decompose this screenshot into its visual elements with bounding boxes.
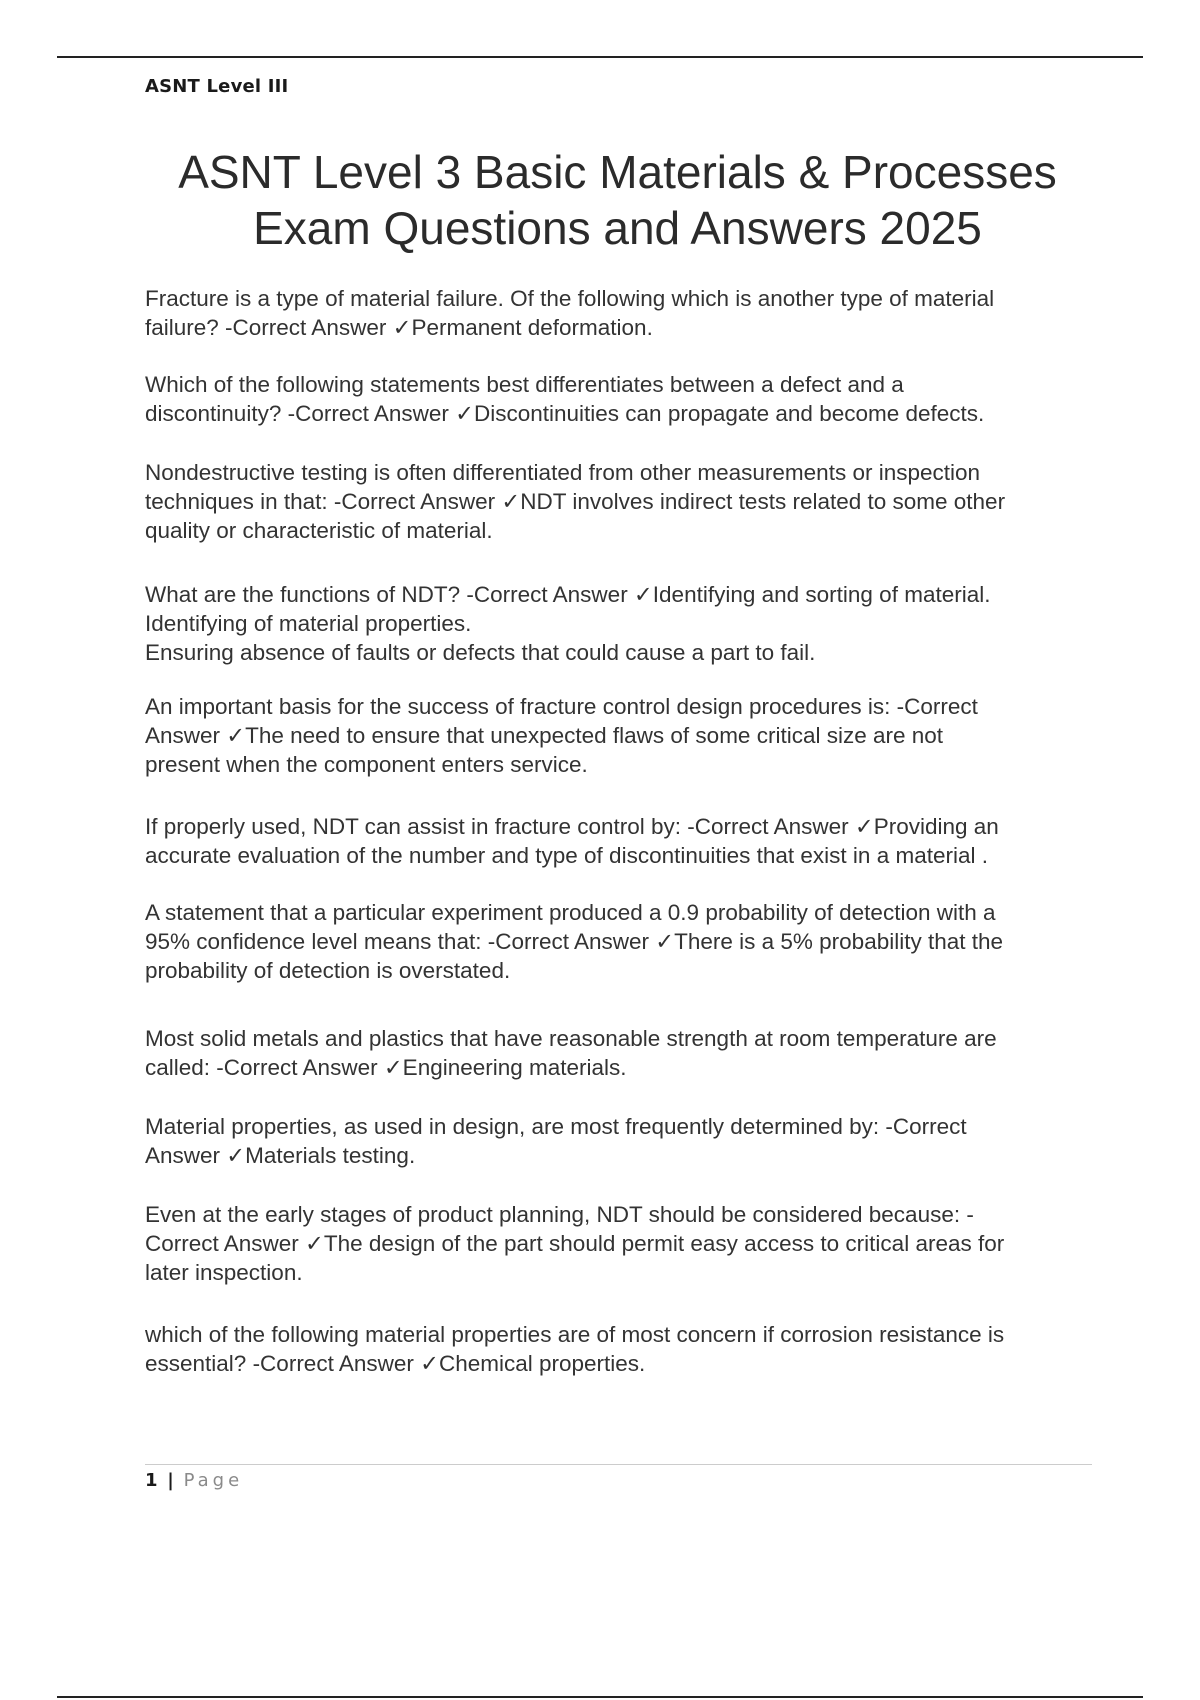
qa-item-5: An important basis for the success of fracture control design procedures is: -Correct Answer ✓The need to ensure that unexpected flaws of some critical size are not present when the component enters service. bbox=[145, 694, 978, 777]
bottom-rule bbox=[57, 1696, 1143, 1698]
page-label: Page bbox=[183, 1470, 244, 1491]
page-footer bbox=[145, 1470, 243, 1491]
header-rule bbox=[57, 56, 1143, 58]
qa-item-2: Which of the following statements best differentiates between a defect and a discontinuity? -Correct Answer ✓Discontinuities can propagate and become defects. bbox=[145, 372, 985, 426]
document-title bbox=[120, 144, 1115, 256]
document-title-line-2: Exam Questions and Answers 2025 bbox=[253, 202, 982, 254]
document-title-line-1: ASNT Level 3 Basic Materials & Processes bbox=[178, 146, 1057, 198]
qa-item-6: If properly used, NDT can assist in fracture control by: -Correct Answer ✓Providing an accurate evaluation of the number and type of discontinuities that exist in a material . bbox=[145, 814, 999, 868]
qa-item-3: Nondestructive testing is often differentiated from other measurements or inspection techniques in that: -Correct Answer ✓NDT involves indirect tests related to some other quality or characteristic of material. bbox=[145, 460, 1006, 543]
page-number: 1 bbox=[145, 1470, 158, 1491]
qa-item-8: Most solid metals and plastics that have reasonable strength at room temperature are called: -Correct Answer ✓Engineering materials. bbox=[145, 1026, 997, 1080]
qa-item-4: What are the functions of NDT? -Correct Answer ✓Identifying and sorting of material. Identifying of material properties. Ensuring absence of faults or defects that could cause a part to fail. bbox=[145, 582, 991, 665]
running-header: ASNT Level III bbox=[145, 76, 289, 97]
page-separator: | bbox=[167, 1470, 174, 1491]
qa-item-1: Fracture is a type of material failure. Of the following which is another type of material failure? -Correct Answer ✓Permanent deformation. bbox=[145, 286, 995, 340]
qa-item-11: which of the following material properties are of most concern if corrosion resistance is essential? -Correct Answer ✓Chemical properties. bbox=[145, 1322, 1005, 1376]
qa-item-7: A statement that a particular experiment produced a 0.9 probability of detection with a 95% confidence level means that: -Correct Answer ✓There is a 5% probability that the probability of detection is overstated. bbox=[145, 900, 1004, 983]
qa-item-9: Material properties, as used in design, are most frequently determined by: -Correct Answer ✓Materials testing. bbox=[145, 1114, 967, 1168]
footer-rule bbox=[145, 1464, 1092, 1465]
qa-item-10: Even at the early stages of product planning, NDT should be considered because: - Correct Answer ✓The design of the part should permit easy access to critical areas for later inspection. bbox=[145, 1202, 1005, 1285]
